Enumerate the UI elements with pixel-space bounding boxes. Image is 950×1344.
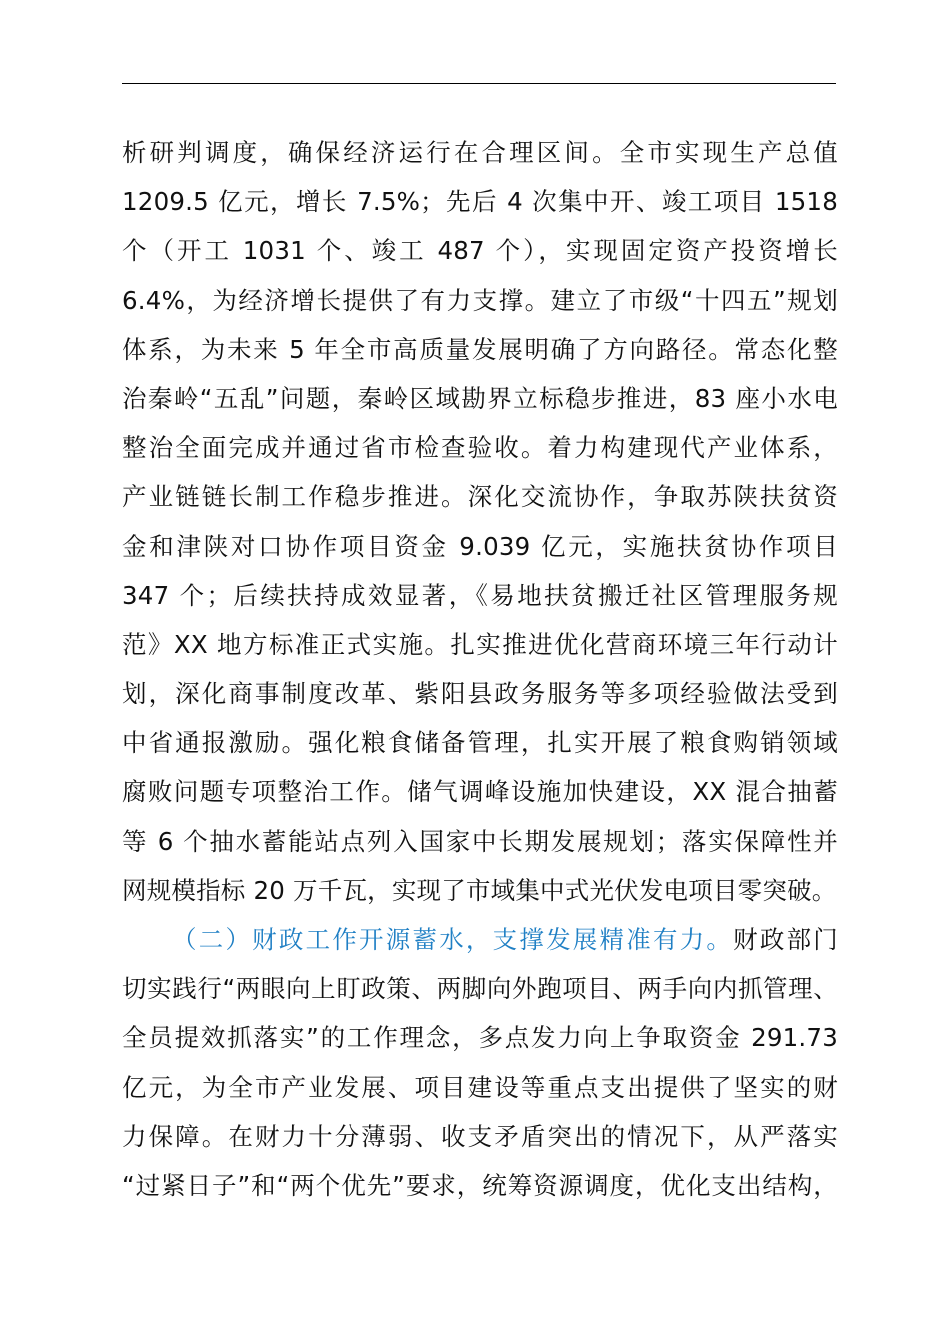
text-line: 347 个；后续扶持成效显著，《易地扶贫搬迁社区管理服务规 bbox=[122, 580, 838, 610]
text-line: 整治全面完成并通过省市检查验收。着力构建现代产业体系， bbox=[122, 433, 838, 463]
text-line: 网规模指标 20 万千瓦，实现了市域集中式光伏发电项目零突破。 bbox=[122, 875, 837, 905]
text-line: 1209.5 亿元，增长 7.5%；先后 4 次集中开、竣工项目 1518 bbox=[122, 187, 838, 217]
text-line: 个（开工 1031 个、竣工 487 个），实现固定资产投资增长 bbox=[122, 236, 838, 266]
text-line: 6.4%，为经济增长提供了有力支撑。建立了市级“十四五”规划 bbox=[122, 285, 838, 315]
section-heading-line bbox=[122, 915, 838, 964]
text-line: 腐败问题专项整治工作。储气调峰设施加快建设，XX 混合抽蓄 bbox=[122, 777, 838, 807]
text-line: “过紧日子”和“两个优先”要求，统筹资源调度，优化支出结构， bbox=[122, 1170, 838, 1200]
text-line: 全员提效抓落实”的工作理念，多点发力向上争取资金 291.73 bbox=[122, 1023, 838, 1053]
text-line: 切实践行“两眼向上盯政策、两脚向外跑项目、两手向内抓管理、 bbox=[122, 974, 838, 1004]
text-line: 析研判调度，确保经济运行在合理区间。全市实现生产总值 bbox=[122, 138, 838, 167]
text-line: 范》XX 地方标准正式实施。扎实推进优化营商环境三年行动计 bbox=[122, 629, 838, 659]
text-line: 中省通报激励。强化粮食储备管理，扎实开展了粮食购销领域 bbox=[122, 728, 838, 758]
text-span: 财政部门 bbox=[733, 925, 838, 954]
text-line: 等 6 个抽水蓄能站点列入国家中长期发展规划；落实保障性并 bbox=[122, 826, 838, 856]
text-line: 金和津陕对口协作项目资金 9.039 亿元，实施扶贫协作项目 bbox=[122, 531, 838, 561]
text-line: 治秦岭“五乱”问题，秦岭区域勘界立标稳步推进，83 座小水电 bbox=[122, 383, 838, 413]
document-body bbox=[122, 128, 838, 1210]
header-rule bbox=[122, 83, 836, 84]
section-heading: （二）财政工作开源蓄水，支撑发展精准有力。 bbox=[172, 925, 734, 954]
text-line: 产业链链长制工作稳步推进。深化交流协作，争取苏陕扶贫资 bbox=[122, 482, 838, 512]
text-line: 划，深化商事制度改革、紫阳县政务服务等多项经验做法受到 bbox=[122, 679, 838, 709]
text-line: 亿元，为全市产业发展、项目建设等重点支出提供了坚实的财 bbox=[122, 1072, 838, 1102]
text-line: 力保障。在财力十分薄弱、收支矛盾突出的情况下，从严落实 bbox=[122, 1121, 838, 1151]
text-line: 体系，为未来 5 年全市高质量发展明确了方向路径。常态化整 bbox=[122, 334, 838, 364]
paragraph-economy bbox=[122, 128, 838, 915]
paragraph-finance bbox=[122, 915, 838, 1210]
